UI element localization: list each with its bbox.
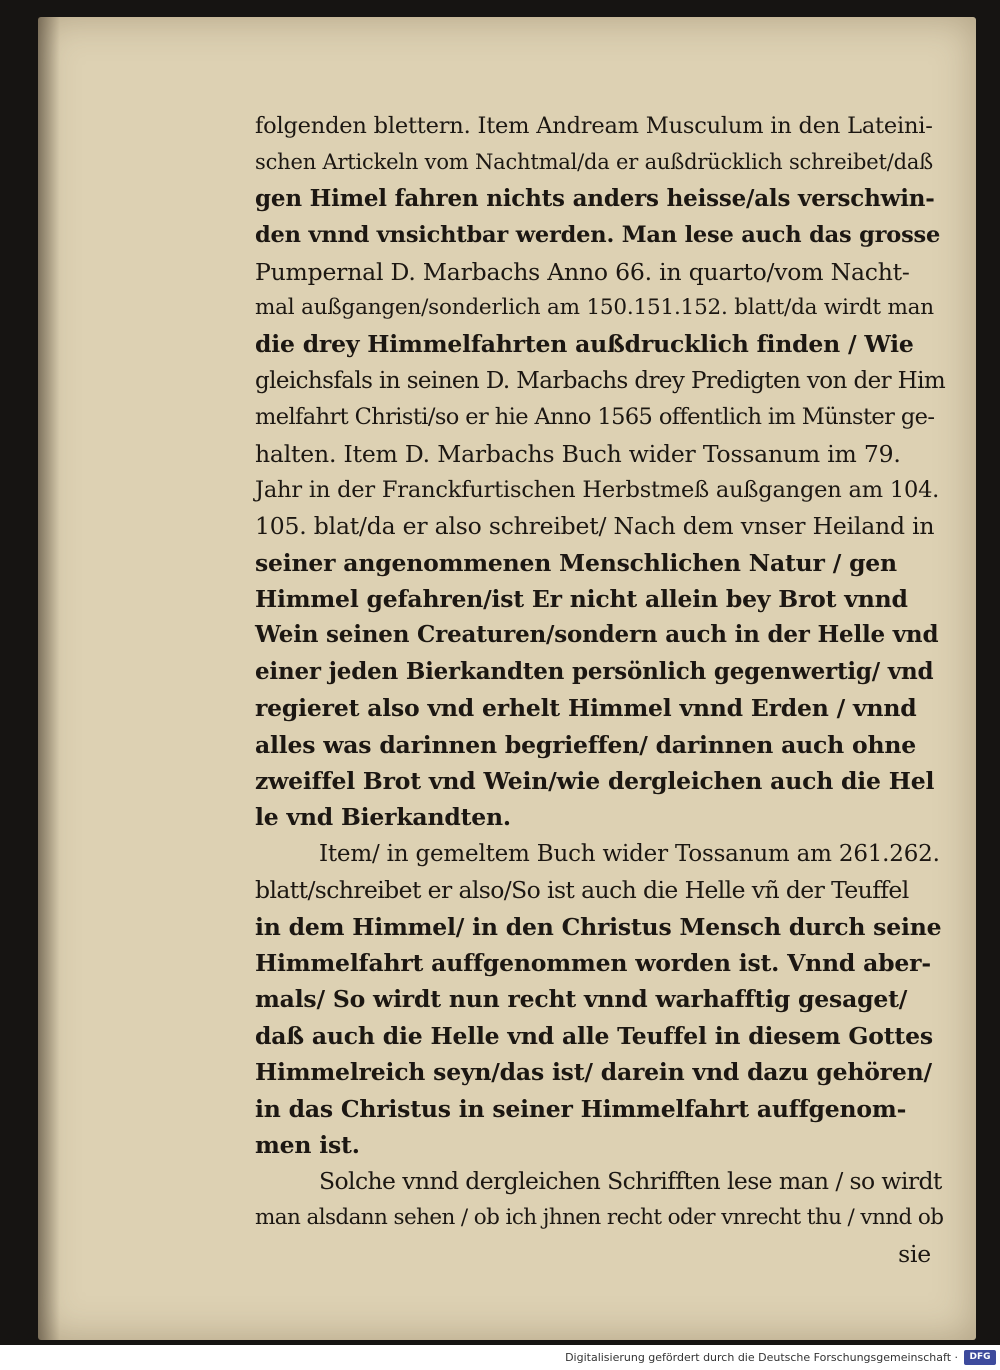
text-line: le vnd Bierkandten. — [255, 803, 511, 832]
text-line: seiner angenommenen Menschlichen Natur / gen — [255, 548, 897, 577]
text-line: folgenden blettern. Item Andream Musculum in den Lateini- — [255, 113, 933, 139]
text-line: alles was darinnen begrieffen/ darinnen auch ohne — [255, 730, 917, 759]
text-line: mals/ So wirdt nun recht vnnd warhafftig gesaget/ — [255, 985, 908, 1014]
text-line: Himmel gefahren/ist Er nicht allein bey Brot vnnd — [255, 585, 908, 614]
text-line: zweiffel Brot vnd Wein/wie dergleichen auch die Hel — [255, 767, 935, 796]
text-line: 105. blat/da er also schreibet/ Nach dem vnser Heiland in — [255, 512, 935, 541]
text-line: mal außgangen/sonderlich am 150.151.152. blatt/da wirdt man — [255, 294, 934, 320]
text-line: gleichsfals in seinen D. Marbachs drey Predigten von der Him — [255, 367, 946, 394]
page-text-block — [255, 108, 945, 1273]
text-line: Jahr in der Franckfurtischen Herbstmeß außgangen am 104. — [255, 476, 940, 503]
text-line: in das Christus in seiner Himmelfahrt auffgenom- — [255, 1094, 907, 1123]
text-line: die drey Himmelfahrten außdrucklich finden / Wie — [255, 330, 914, 359]
text-line: Solche vnnd dergleichen Schrifften lese man / so wirdt — [319, 1167, 942, 1196]
text-line: Wein seinen Creaturen/sondern auch in der Helle vnd — [255, 621, 939, 649]
text-line: Himmelfahrt auffgenommen worden ist. Vnnd aber- — [255, 948, 931, 977]
text-line: in dem Himmel/ in den Christus Mensch durch seine — [255, 912, 942, 941]
text-line: gen Himel fahren nichts anders heisse/als verschwin- — [255, 184, 935, 212]
text-line: Himmelreich seyn/das ist/ darein vnd dazu gehören/ — [255, 1058, 932, 1087]
text-line: den vnnd vnsichtbar werden. Man lese auch das grosse — [255, 222, 941, 249]
text-line: man alsdann sehen / ob ich jhnen recht oder vnrecht thu / vnnd ob — [255, 1204, 944, 1230]
catchword: sie — [898, 1240, 931, 1269]
text-line: regieret also vnd erhelt Himmel vnnd Erden / vnnd — [255, 694, 917, 723]
text-line: einer jeden Bierkandten persönlich gegenwertig/ vnd — [255, 657, 934, 685]
dfg-logo: DFG — [964, 1350, 996, 1365]
text-line: Pumpernal D. Marbachs Anno 66. in quarto/vom Nacht- — [255, 257, 910, 286]
text-line: melfahrt Christi/so er hie Anno 1565 offentlich im Münster ge- — [255, 404, 935, 431]
text-line: blatt/schreibet er also/So ist auch die Helle vñ der Teuffel — [255, 876, 909, 905]
text-line: Item/ in gemeltem Buch wider Tossanum am 261.262. — [319, 840, 940, 867]
text-line: men ist. — [255, 1130, 360, 1159]
text-line: schen Artickeln vom Nachtmal/da er außdrücklich schreibet/daß — [255, 150, 933, 175]
footer-credit: Digitalisierung gefördert durch die Deutsche Forschungsgemeinschaft · — [565, 1351, 958, 1364]
digitization-footer — [0, 1345, 1000, 1370]
text-line: daß auch die Helle vnd alle Teuffel in diesem Gottes — [255, 1021, 933, 1050]
page-gutter-shadow — [38, 17, 60, 1340]
text-line: halten. Item D. Marbachs Buch wider Tossanum im 79. — [255, 439, 901, 468]
